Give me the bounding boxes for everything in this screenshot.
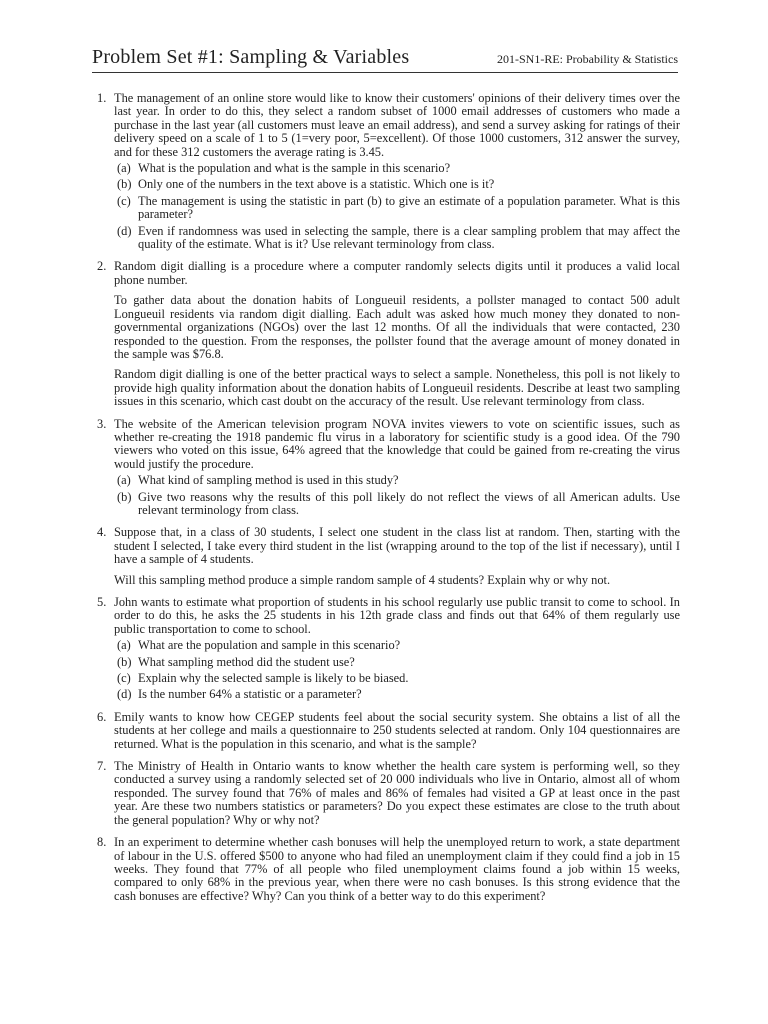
subquestion-text: Explain why the selected sample is likely to be biased. — [138, 671, 409, 686]
problem-paragraph: The Ministry of Health in Ontario wants to know whether the health care system is performing well, so they conducted a survey using a randomly selected set of 20 000 individuals who live in Ontario, almost all of whom responded. The survey found that 76% of males and 86% of females had visited a GP at least once in the past year. Are these two numbers statistics or parameters? Do you expect these estimates are close to the truth about the general population? Why or why not? — [114, 759, 680, 827]
subquestion — [114, 672, 680, 685]
subquestion-text: Is the number 64% a statistic or a parameter? — [138, 687, 362, 702]
course-code: 201-SN1-RE: Probability & Statistics — [496, 52, 678, 66]
subquestion-label: (d) — [117, 687, 132, 702]
problem-item — [92, 526, 680, 587]
subquestion-label: (a) — [117, 161, 131, 176]
subquestion-label: (a) — [117, 638, 131, 653]
subquestion-list — [114, 162, 680, 251]
subquestion-label: (d) — [117, 223, 132, 238]
subquestion — [114, 688, 680, 701]
subquestion-list — [114, 474, 680, 517]
problem-number: 2. — [97, 259, 107, 274]
problem-paragraph: John wants to estimate what proportion of students in his school regularly use public transit to come to school. In order to do this, he asks the 25 students in his 12th grade class and finds out that 64% of them regularly use public transportation to come to school. — [114, 595, 680, 636]
problem-paragraph: Emily wants to know how CEGEP students feel about the social security system. She obtains a list of all the students at her college and mails a questionnaire to 250 students selected at random. Only 104 questionnaires are returned. What is the population in this scenario, and what is the sample? — [114, 709, 680, 751]
problem-item — [92, 836, 680, 903]
subquestion-label: (b) — [117, 489, 132, 504]
subquestion — [114, 491, 680, 518]
subquestion-label: (c) — [117, 671, 131, 686]
problem-paragraph: Will this sampling method produce a simple random sample of 4 students? Explain why or why not. — [114, 572, 611, 587]
problem-list — [92, 92, 680, 903]
problem-list-container — [92, 92, 680, 912]
problem-number: 3. — [97, 416, 107, 431]
problem-number: 8. — [97, 835, 107, 850]
problem-paragraph: Suppose that, in a class of 30 students, I select one student in the class list at random. Then, starting with the student I selected, I take every third student in the list (wrapping around to the top of the list if necessary), until I have a sample of 4 students. — [114, 525, 680, 567]
problem-paragraph: The management of an online store would like to know their customers' opinions of their delivery times over the last year. In order to do this, they select a random subset of 1000 email addresses of customers who made a purchase in the last year (all customers must leave an email address), and send a survey asking for ratings of their delivery speed on a scale of 1 to 5 (1=very poor, 5=excellent). Of those 1000 customers, 312 answer the survey, and for these 312 customers the average rating is 3.45. — [114, 91, 680, 159]
problem-item — [92, 92, 680, 251]
subquestion — [114, 474, 680, 487]
problem-paragraph: Random digit dialling is a procedure where a computer randomly selects digits until it produces a valid local phone number. — [114, 259, 680, 287]
problem-paragraph: In an experiment to determine whether cash bonuses will help the unemployed return to work, a state department of labour in the U.S. offered $500 to anyone who had filed an unemployment claim if they could find a job in 15 weeks. They found that 77% of all people who filed unemployment claims found a job within 15 weeks, compared to only 68% in the previous year, when there were no cash bonuses. Is this strong evidence that the cash bonuses are effective? Why? Can you think of a better way to do this experiment? — [114, 835, 680, 903]
subquestion-text: What is the population and what is the sample in this scenario? — [138, 161, 451, 176]
subquestion-text: The management is using the statistic in part (b) to give an estimate of a population parameter. What is this parameter? — [138, 193, 680, 222]
subquestion — [114, 656, 680, 669]
subquestion — [114, 178, 680, 191]
problem-number: 1. — [97, 91, 107, 105]
subquestion — [114, 195, 680, 222]
subquestion-label: (c) — [117, 193, 131, 208]
problem-number: 6. — [97, 709, 107, 724]
subquestion — [114, 225, 680, 252]
subquestion-list — [114, 639, 680, 702]
problem-number: 4. — [97, 525, 107, 540]
subquestion-text: Give two reasons why the results of this poll likely do not reflect the views of all American adults. Use relevant terminology from class. — [138, 489, 680, 517]
problem-item — [92, 418, 680, 518]
problem-number: 5. — [97, 595, 107, 609]
subquestion — [114, 162, 680, 175]
subquestion-label: (b) — [117, 177, 132, 192]
problem-number: 7. — [97, 759, 107, 774]
problem-item — [92, 260, 680, 408]
problem-paragraph: The website of the American television program NOVA invites viewers to vote on scientific issues, such as whether re-creating the 1918 pandemic flu virus in a laboratory for scientific study is a good idea. Of the 790 viewers who voted on this issue, 64% agreed that the knowledge that could be gained from re-creating the virus would justify the procedure. — [114, 416, 680, 471]
subquestion-text: Only one of the numbers in the text above is a statistic. Which one is it? — [138, 177, 495, 192]
subquestion-text: What sampling method did the student use? — [138, 654, 355, 669]
problem-item — [92, 711, 680, 751]
page-header — [92, 46, 678, 73]
problem-paragraph: Random digit dialling is one of the better practical ways to select a sample. Nonetheless, this poll is not likely to provide high quality information about the donation habits of Longueuil residents. Describe at least two sampling issues in this scenario, which cast doubt on the accuracy of the result. Use relevant terminology from class. — [114, 367, 680, 409]
problem-paragraph: To gather data about the donation habits of Longueuil residents, a pollster managed to contact 500 adult Longueuil residents via random digit dialling. Each adult was asked how much money they donated to non-governmental organizations (NGOs) over the last 12 months. Of all the individuals that were contacted, 230 responded to the question. From the responses, the pollster found that the average amount of money donated in the sample was $76.8. — [114, 293, 680, 361]
page-title: Problem Set #1: Sampling & Variables — [92, 46, 410, 68]
subquestion — [114, 639, 680, 652]
problem-item — [92, 760, 680, 827]
problem-item — [92, 596, 680, 702]
subquestion-text: What kind of sampling method is used in this study? — [138, 473, 399, 488]
subquestion-label: (b) — [117, 654, 132, 669]
subquestion-text: What are the population and sample in this scenario? — [138, 638, 401, 653]
subquestion-text: Even if randomness was used in selecting the sample, there is a clear sampling problem that may affect the quality of the estimate. What is it? Use relevant terminology from class. — [138, 223, 680, 252]
subquestion-label: (a) — [117, 473, 131, 488]
